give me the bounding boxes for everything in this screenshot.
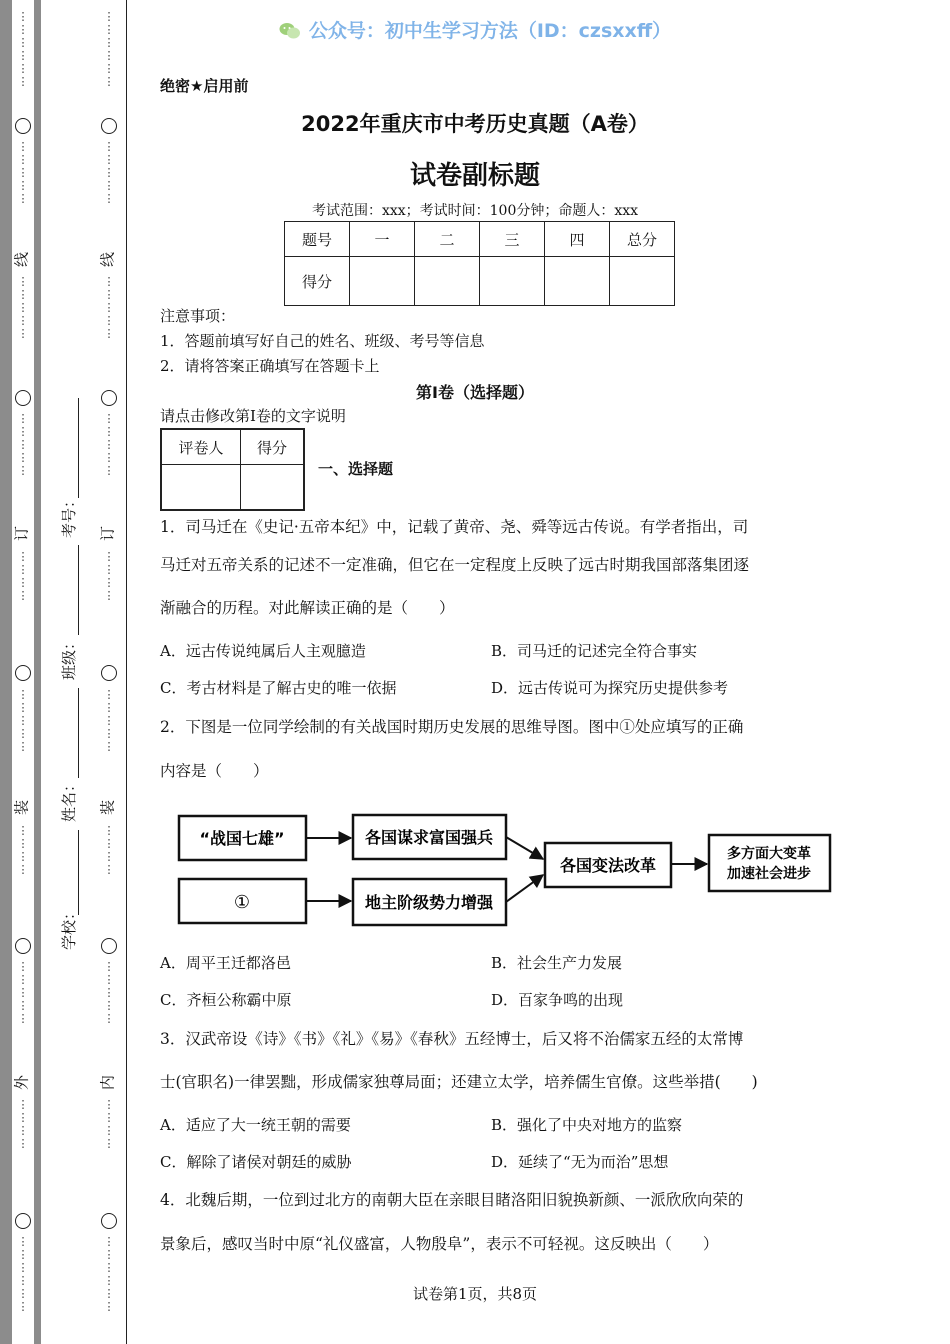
binding-char-inner: 内	[98, 1075, 117, 1091]
outer-binding-column: ⋮ ⋮ ⋮ ⋮ ⋮ ⋮ ⋮ ⋮ ⋮ ⋮ ⋮ 线 ⋮ ⋮ ⋮ ⋮ ⋮ ⋮ ⋮ ⋮ ⋮ ⋮ 订 ⋮ ⋮ ⋮ ⋮ ⋮ ⋮ ⋮ ⋮ ⋮ 装 ⋮ ⋮ ⋮ ⋮ ⋮ ⋮ ⋮ ⋮ ⋮ 外 ⋮ ⋮ ⋮ ⋮ ⋮ ⋮ ⋮ ⋮ ⋮ ⋮	[12, 0, 34, 1344]
diagram-box-6	[709, 835, 830, 891]
binding-char-staple: 订	[98, 526, 117, 542]
binding-char-outer: 外	[12, 1075, 31, 1091]
diagram-arrow	[506, 875, 543, 902]
diagram-box-3-label: ①	[233, 892, 251, 913]
section-title: 一、选择题	[318, 460, 394, 478]
name-label: 姓名：	[60, 776, 78, 822]
class-label: 班级：	[60, 634, 78, 680]
wechat-icon	[279, 22, 301, 40]
diagram-box-6-label-line2: 加速社会进步	[727, 866, 811, 882]
score-table	[284, 221, 675, 306]
watermark	[0, 16, 950, 43]
score-header-cell: 题号	[285, 222, 350, 257]
diagram-box-5-label: 各国变法改革	[559, 856, 657, 875]
question-3-option-b[interactable]: B．强化了中央对地方的监察	[491, 1116, 683, 1134]
page-title: 2022年重庆市中考历史真题（A卷）	[301, 112, 649, 136]
score-header-cell: 三	[480, 222, 545, 257]
secret-label: 绝密★启用前	[160, 77, 249, 95]
exam-no-blank[interactable]	[78, 398, 79, 498]
score-cell[interactable]	[545, 257, 610, 306]
circle-mark	[101, 665, 117, 681]
question-3-line: 士(官职名)一律罢黜，形成儒家独尊局面；还建立太学，培养儒生官僚。这些举措( )	[160, 1073, 758, 1091]
notes-item: 1．答题前填写好自己的姓名、班级、考号等信息	[160, 332, 485, 350]
name-blank[interactable]	[78, 688, 79, 778]
score-cell[interactable]	[415, 257, 480, 306]
question-1-option-c[interactable]: C．考古材料是了解古史的唯一依据	[160, 679, 397, 697]
score-header-cell: 二	[415, 222, 480, 257]
score-header-cell: 一	[350, 222, 415, 257]
grader-cell[interactable]	[161, 465, 241, 511]
exam-info: 考试范围：xxx；考试时间：100分钟；命题人：xxx	[311, 203, 639, 219]
question-2-option-b[interactable]: B．社会生产力发展	[491, 954, 623, 972]
question-4-line: 4．北魏后期，一位到过北方的南朝大臣在亲眼目睹洛阳旧貌换新颜、一派欣欣向荣的	[160, 1191, 744, 1209]
circle-mark	[15, 1213, 31, 1229]
exam-no-label: 考号：	[60, 492, 78, 538]
question-1-line: 1．司马迁在《史记·五帝本纪》中，记载了黄帝、尧、舜等远古传说。有学者指出，司	[160, 518, 749, 536]
diagram-box-4-label: 地主阶级势力增强	[364, 893, 494, 912]
question-3-line: 3．汉武帝设《诗》《书》《礼》《易》《春秋》五经博士，后又将不治儒家五经的太常博	[160, 1030, 744, 1048]
grader-cell[interactable]	[241, 465, 305, 511]
question-3-option-c[interactable]: C．解除了诸侯对朝廷的威胁	[160, 1153, 352, 1171]
notes-title: 注意事项：	[160, 307, 236, 325]
question-3-option-a[interactable]: A．适应了大一统王朝的需要	[160, 1116, 351, 1134]
question-2-line: 内容是（ ）	[160, 762, 269, 780]
grader-table	[160, 428, 305, 511]
diagram-box-1-label: “战国七雄”	[199, 829, 285, 848]
question-1-line: 马迁对五帝关系的记述不一定准确，但它在一定程度上反映了远古时期我国部落集团逐	[160, 556, 750, 574]
grader-label: 得分	[241, 429, 305, 465]
question-4-line: 景象后，感叹当时中原“礼仪盛富，人物殷阜”，表示不可轻视。这反映出（ ）	[160, 1235, 719, 1253]
score-row-label: 得分	[285, 257, 350, 306]
binding-char-bind: 装	[12, 800, 31, 816]
score-cell[interactable]	[350, 257, 415, 306]
binding-char-staple: 订	[12, 526, 31, 542]
inner-binding-column: ⋮ ⋮ ⋮ ⋮ ⋮ ⋮ ⋮ ⋮ ⋮ ⋮ ⋮ 线 ⋮ ⋮ ⋮ ⋮ ⋮ ⋮ ⋮ ⋮ ⋮ ⋮ 订 ⋮ ⋮ ⋮ ⋮ ⋮ ⋮ ⋮ ⋮ ⋮ 装 ⋮ ⋮ ⋮ ⋮ ⋮ ⋮ ⋮ ⋮ ⋮ 内 ⋮ ⋮ ⋮ ⋮ ⋮ ⋮ ⋮ ⋮ ⋮ ⋮	[98, 0, 120, 1344]
question-2-line: 2．下图是一位同学绘制的有关战国时期历史发展的思维导图。图中①处应填写的正确	[160, 718, 744, 736]
circle-mark	[15, 938, 31, 954]
question-1-option-d[interactable]: D．远古传说可为探究历史提供参考	[491, 679, 729, 697]
score-header-cell: 总分	[610, 222, 675, 257]
part1-desc[interactable]: 请点击修改第I卷的文字说明	[160, 407, 346, 425]
page-footer: 试卷第1页，共8页	[412, 1285, 538, 1303]
question-3-option-d[interactable]: D．延续了“无为而治”思想	[491, 1153, 669, 1171]
diagram-box-2-label: 各国谋求富国强兵	[364, 828, 494, 847]
circle-mark	[101, 1213, 117, 1229]
school-blank[interactable]	[78, 830, 79, 915]
binding-char-line: 线	[12, 252, 31, 268]
score-header-cell: 四	[545, 222, 610, 257]
binding-char-bind: 装	[98, 800, 117, 816]
part1-title: 第I卷（选择题）	[416, 383, 534, 402]
school-label: 学校：	[60, 904, 78, 950]
watermark-text: 公众号：初中生学习方法（ID：czsxxff）	[308, 20, 672, 42]
question-1-line: 渐融合的历程。对此解读正确的是（ ）	[160, 599, 455, 617]
binding-char-line: 线	[98, 252, 117, 268]
score-cell[interactable]	[610, 257, 675, 306]
class-blank[interactable]	[78, 545, 79, 635]
mind-map-diagram	[170, 805, 840, 935]
page-subtitle: 试卷副标题	[409, 161, 540, 191]
notes-item: 2．请将答案正确填写在答题卡上	[160, 357, 380, 375]
diagram-box-6-label-line1: 多方面大变革	[727, 846, 811, 862]
question-1-option-a[interactable]: A．远古传说纯属后人主观臆造	[160, 642, 366, 660]
question-2-option-d[interactable]: D．百家争鸣的出现	[491, 991, 624, 1009]
question-2-option-c[interactable]: C．齐桓公称霸中原	[160, 991, 292, 1009]
diagram-arrow	[506, 837, 543, 859]
circle-mark	[101, 938, 117, 954]
score-cell[interactable]	[480, 257, 545, 306]
circle-mark	[15, 665, 31, 681]
question-2-option-a[interactable]: A．周平王迁都洛邑	[160, 954, 291, 972]
question-1-option-b[interactable]: B．司马迁的记述完全符合事实	[491, 642, 698, 660]
grader-label: 评卷人	[161, 429, 241, 465]
